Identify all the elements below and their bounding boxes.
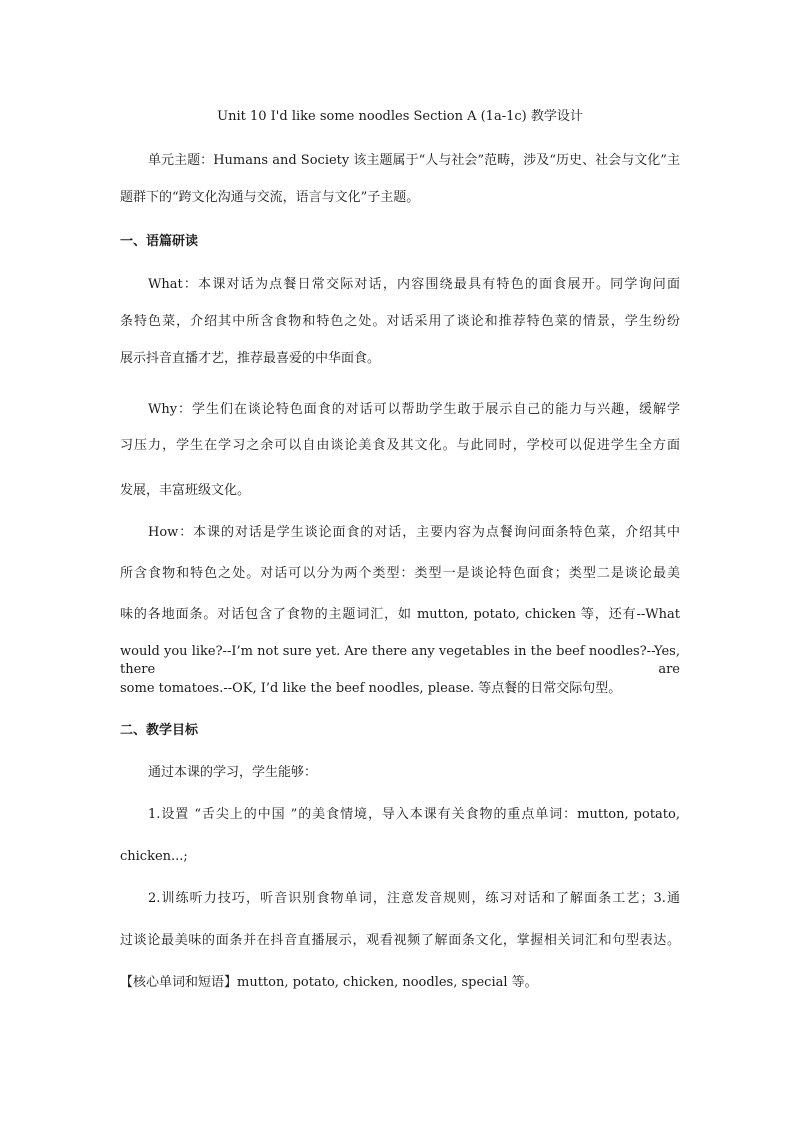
section2-heading: 二、教学目标: [120, 723, 199, 738]
why-line-3: 发展，丰富班级文化。: [120, 483, 251, 498]
goals-intro: 通过本课的学习，学生能够：: [148, 765, 318, 780]
theme-line-2: 题群下的“跨文化沟通与交流，语言与文化”子主题。: [120, 190, 420, 205]
goal1-line-2: chicken...;: [120, 849, 188, 864]
goal2-line-3: 【核心单词和短语】mutton, potato, chicken, noodles, special 等。: [120, 975, 538, 990]
goal2-line-2: 过谈论最美味的面条并在抖音直播展示，观看视频了解面条文化，掌握相关词汇和句型表达。: [120, 933, 680, 948]
how-line-2: 所含食物和特色之处。对话可以分为两个类型：类型一是谈论特色面食；类型二是谈论最美: [120, 566, 680, 581]
how-line-4: would you like?--I’m not sure yet. Are there any vegetables in the beef noodles?--Yes, there are: [120, 644, 680, 677]
what-line-3: 展示抖音直播才艺，推荐最喜爱的中华面食。: [120, 351, 381, 366]
section1-heading: 一、语篇研读: [120, 234, 199, 249]
goal1-line-1: 1.设置 “舌尖上的中国 ”的美食情境，导入本课有关食物的重点单词：mutton, potato,: [148, 807, 680, 822]
what-line-2: 条特色菜，介绍其中所含食物和特色之处。对话采用了谈论和推荐特色菜的情景，学生纷纷: [120, 314, 680, 329]
why-line-2: 习压力，学生在学习之余可以自由谈论美食及其文化。与此同时，学校可以促进学生全方面: [120, 438, 680, 453]
how-line-1: How：本课的对话是学生谈论面食的对话，主要内容为点餐询问面条特色菜，介绍其中: [148, 525, 680, 540]
what-line-1: What：本课对话为点餐日常交际对话，内容围绕最具有特色的面食展开。同学询问面: [148, 277, 680, 292]
theme-line-1: 单元主题：Humans and Society 该主题属于“人与社会”范畴，涉及“历史、社会与文化”主: [148, 153, 680, 168]
why-line-1: Why：学生们在谈论特色面食的对话可以帮助学生敢于展示自己的能力与兴趣，缓解学: [148, 402, 680, 417]
document-title: Unit 10 I'd like some noodles Section A (1a-1c) 教学设计: [217, 109, 583, 124]
goal2-line-1: 2.训练听力技巧，听音识别食物单词，注意发音规则，练习对话和了解面条工艺；3.通: [148, 891, 680, 906]
how-line-3: 味的各地面条。对话包含了食物的主题词汇，如 mutton, potato, chicken 等，还有--What: [120, 607, 680, 622]
how-line-5: some tomatoes.--OK, I’d like the beef noodles, please. 等点餐的日常交际句型。: [120, 681, 622, 696]
